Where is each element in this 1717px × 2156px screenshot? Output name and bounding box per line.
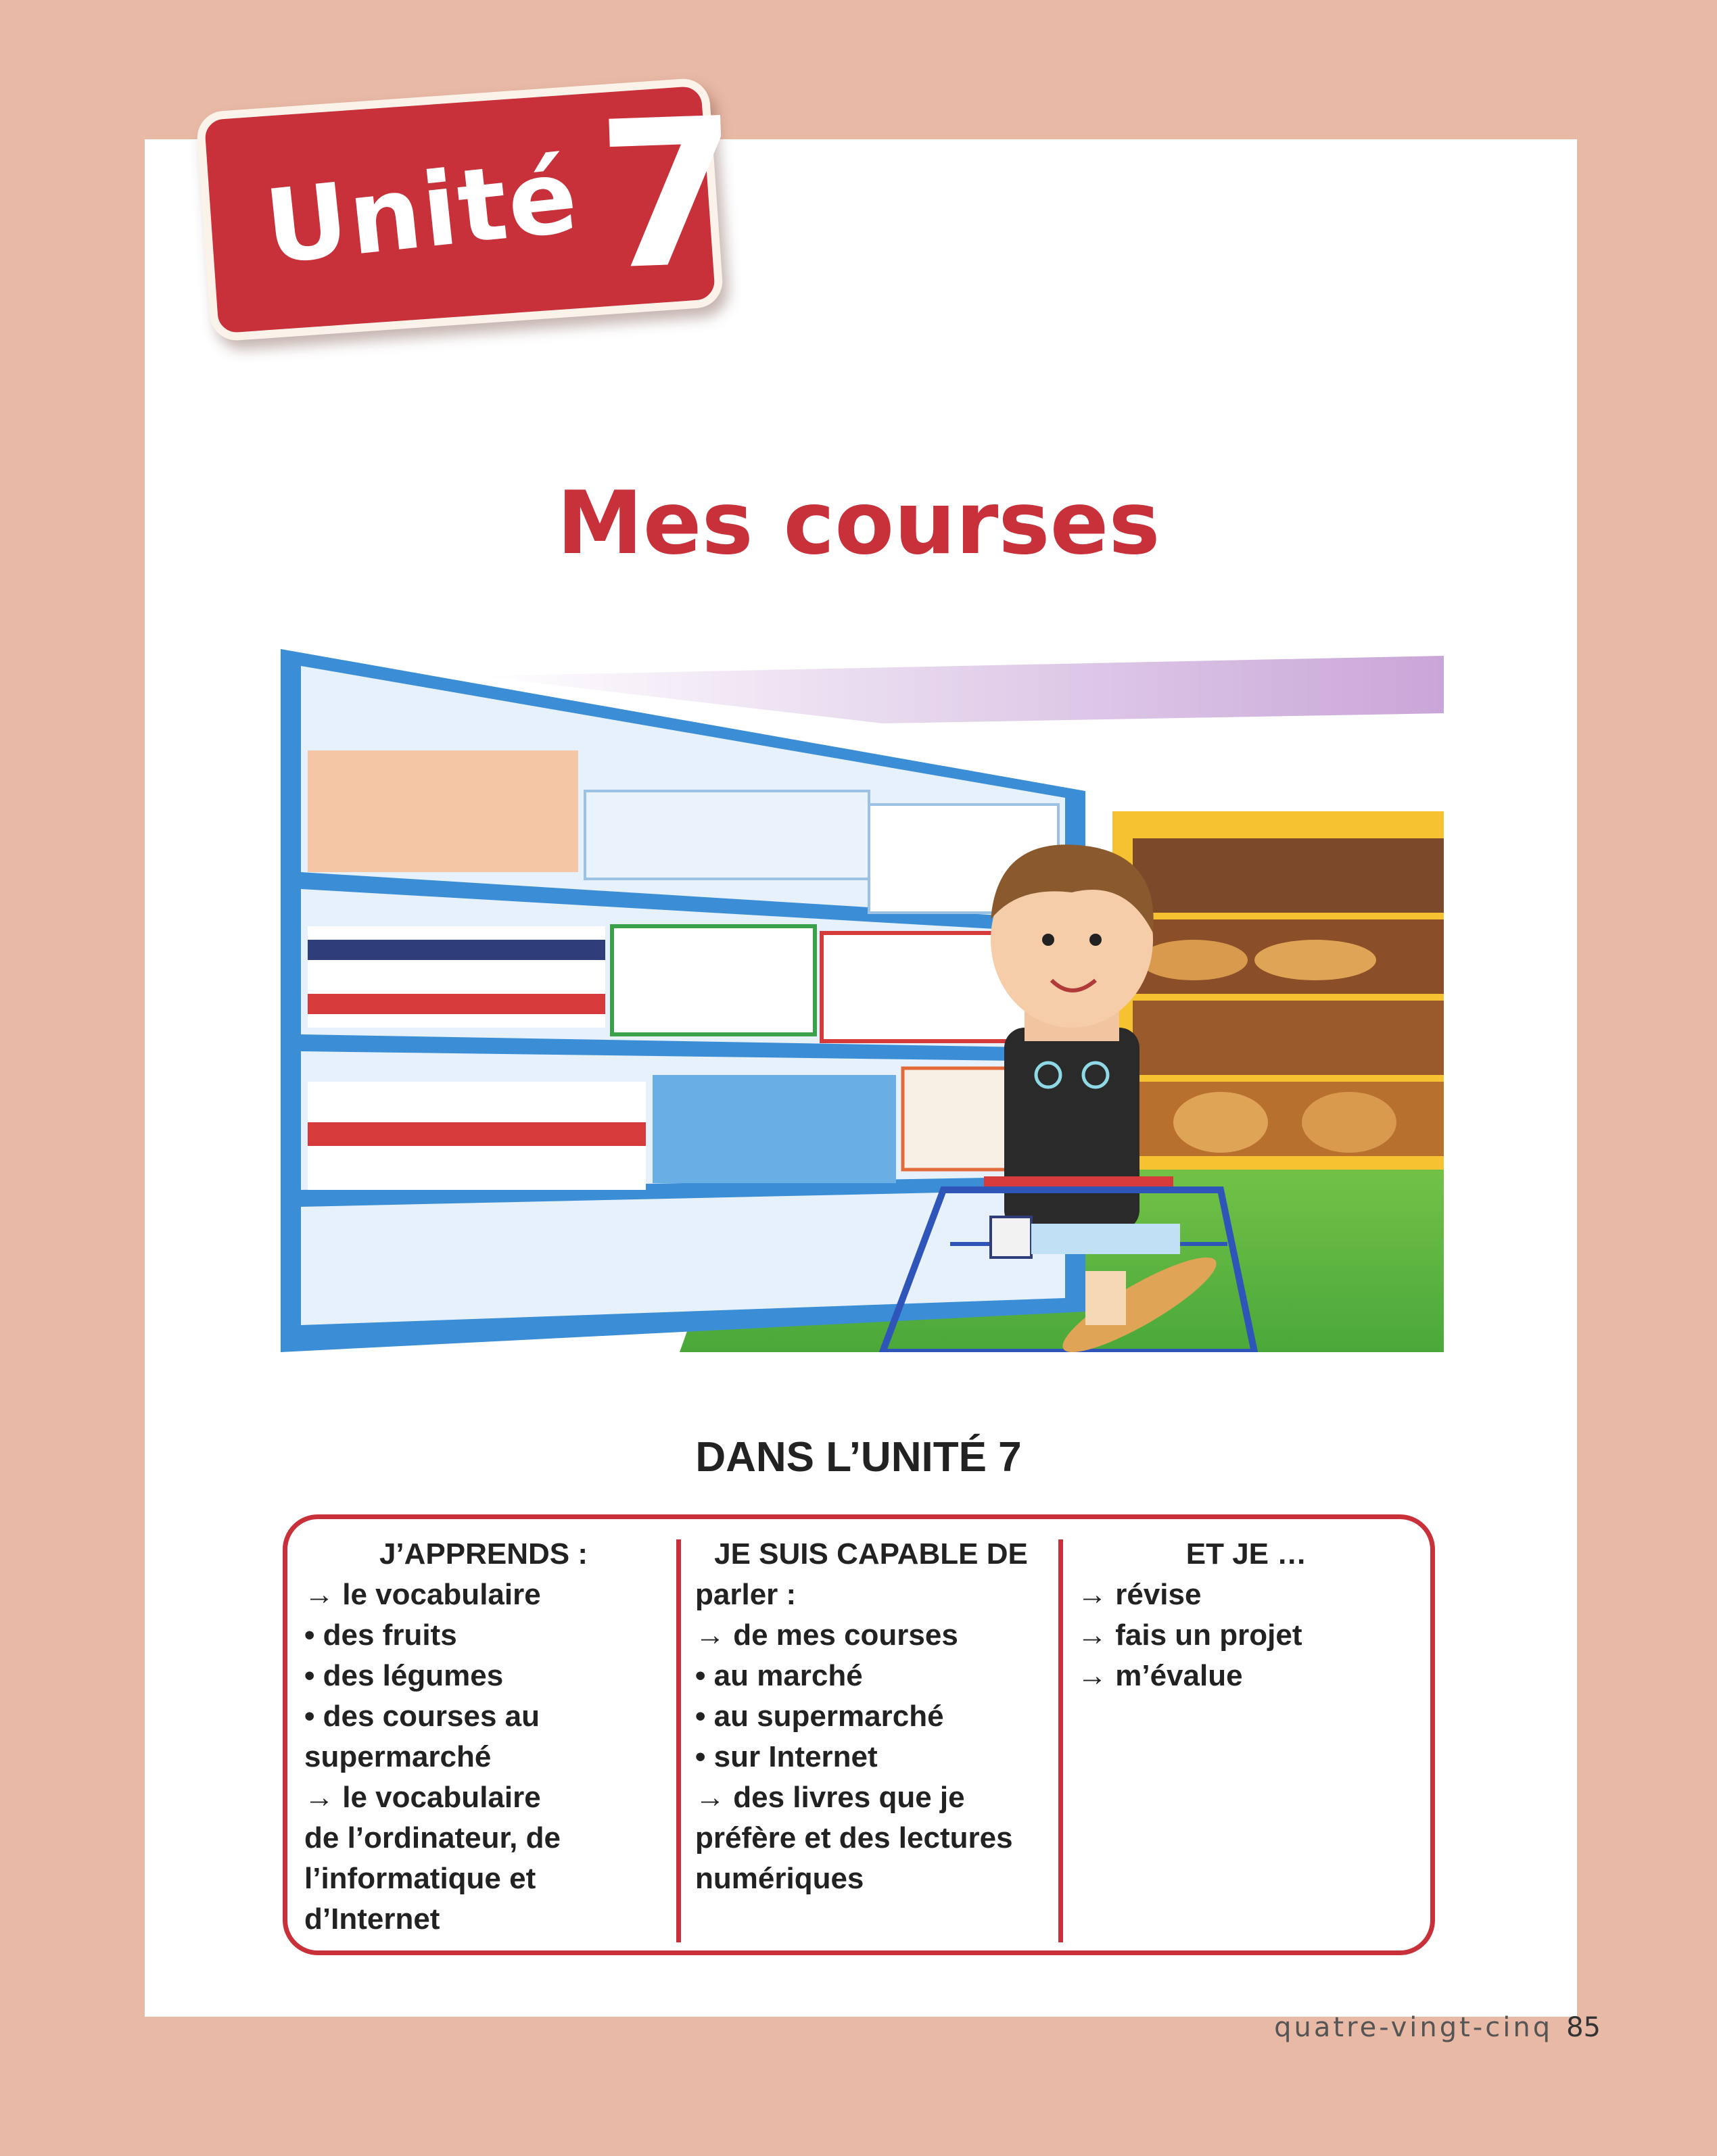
page-number-words: quatre-vingt-cinq bbox=[1274, 2012, 1553, 2043]
list-item: de l’ordinateur, de bbox=[304, 1821, 561, 1854]
list-item: • sur Internet bbox=[695, 1740, 878, 1773]
section-heading: DANS L’UNITÉ 7 bbox=[695, 1434, 1022, 1481]
list-item: l’informatique et bbox=[304, 1862, 536, 1895]
list-item: préfère et des lectures bbox=[695, 1821, 1013, 1854]
unit-badge bbox=[195, 74, 744, 342]
supermarket-illustration bbox=[274, 636, 1444, 1352]
list-item: → des livres que je bbox=[695, 1781, 965, 1814]
unit-label: Unité bbox=[260, 137, 584, 287]
unit-contents-box bbox=[283, 1514, 1435, 1955]
list-item: → m’évalue bbox=[1077, 1659, 1243, 1692]
list-item: → fais un projet bbox=[1077, 1619, 1302, 1652]
page-footer bbox=[1274, 2012, 1601, 2043]
list-item: → le vocabulaire bbox=[304, 1578, 541, 1611]
column-heading: JE SUIS CAPABLE DE bbox=[714, 1537, 1028, 1571]
list-item: • des fruits bbox=[304, 1619, 457, 1652]
list-item: d’Internet bbox=[304, 1902, 440, 1936]
list-item: supermarché bbox=[304, 1740, 492, 1773]
column-and-i bbox=[1077, 1534, 1415, 1696]
list-item: → de mes courses bbox=[695, 1619, 958, 1652]
page-number: 85 bbox=[1566, 2012, 1601, 2043]
unit-number: 7 bbox=[594, 74, 744, 315]
list-item: • des courses au bbox=[304, 1700, 540, 1733]
list-item: parler : bbox=[695, 1578, 797, 1611]
list-item: → le vocabulaire bbox=[304, 1781, 541, 1814]
list-item: • des légumes bbox=[304, 1659, 504, 1692]
yogurt-row bbox=[308, 926, 1065, 1041]
column-heading: J’APPRENDS : bbox=[379, 1537, 588, 1571]
list-item: → révise bbox=[1077, 1578, 1202, 1611]
list-item: • au marché bbox=[695, 1659, 863, 1692]
page-title: Mes courses bbox=[557, 473, 1160, 574]
column-capable bbox=[695, 1534, 1047, 1899]
boy-character bbox=[991, 844, 1154, 1230]
bakery-shelf bbox=[1112, 811, 1444, 1170]
column-divider bbox=[676, 1539, 681, 1942]
column-heading: ET JE … bbox=[1185, 1537, 1307, 1571]
column-divider bbox=[1058, 1539, 1063, 1942]
list-item: • au supermarché bbox=[695, 1700, 944, 1733]
column-learn bbox=[304, 1534, 663, 1940]
list-item: numériques bbox=[695, 1862, 864, 1895]
